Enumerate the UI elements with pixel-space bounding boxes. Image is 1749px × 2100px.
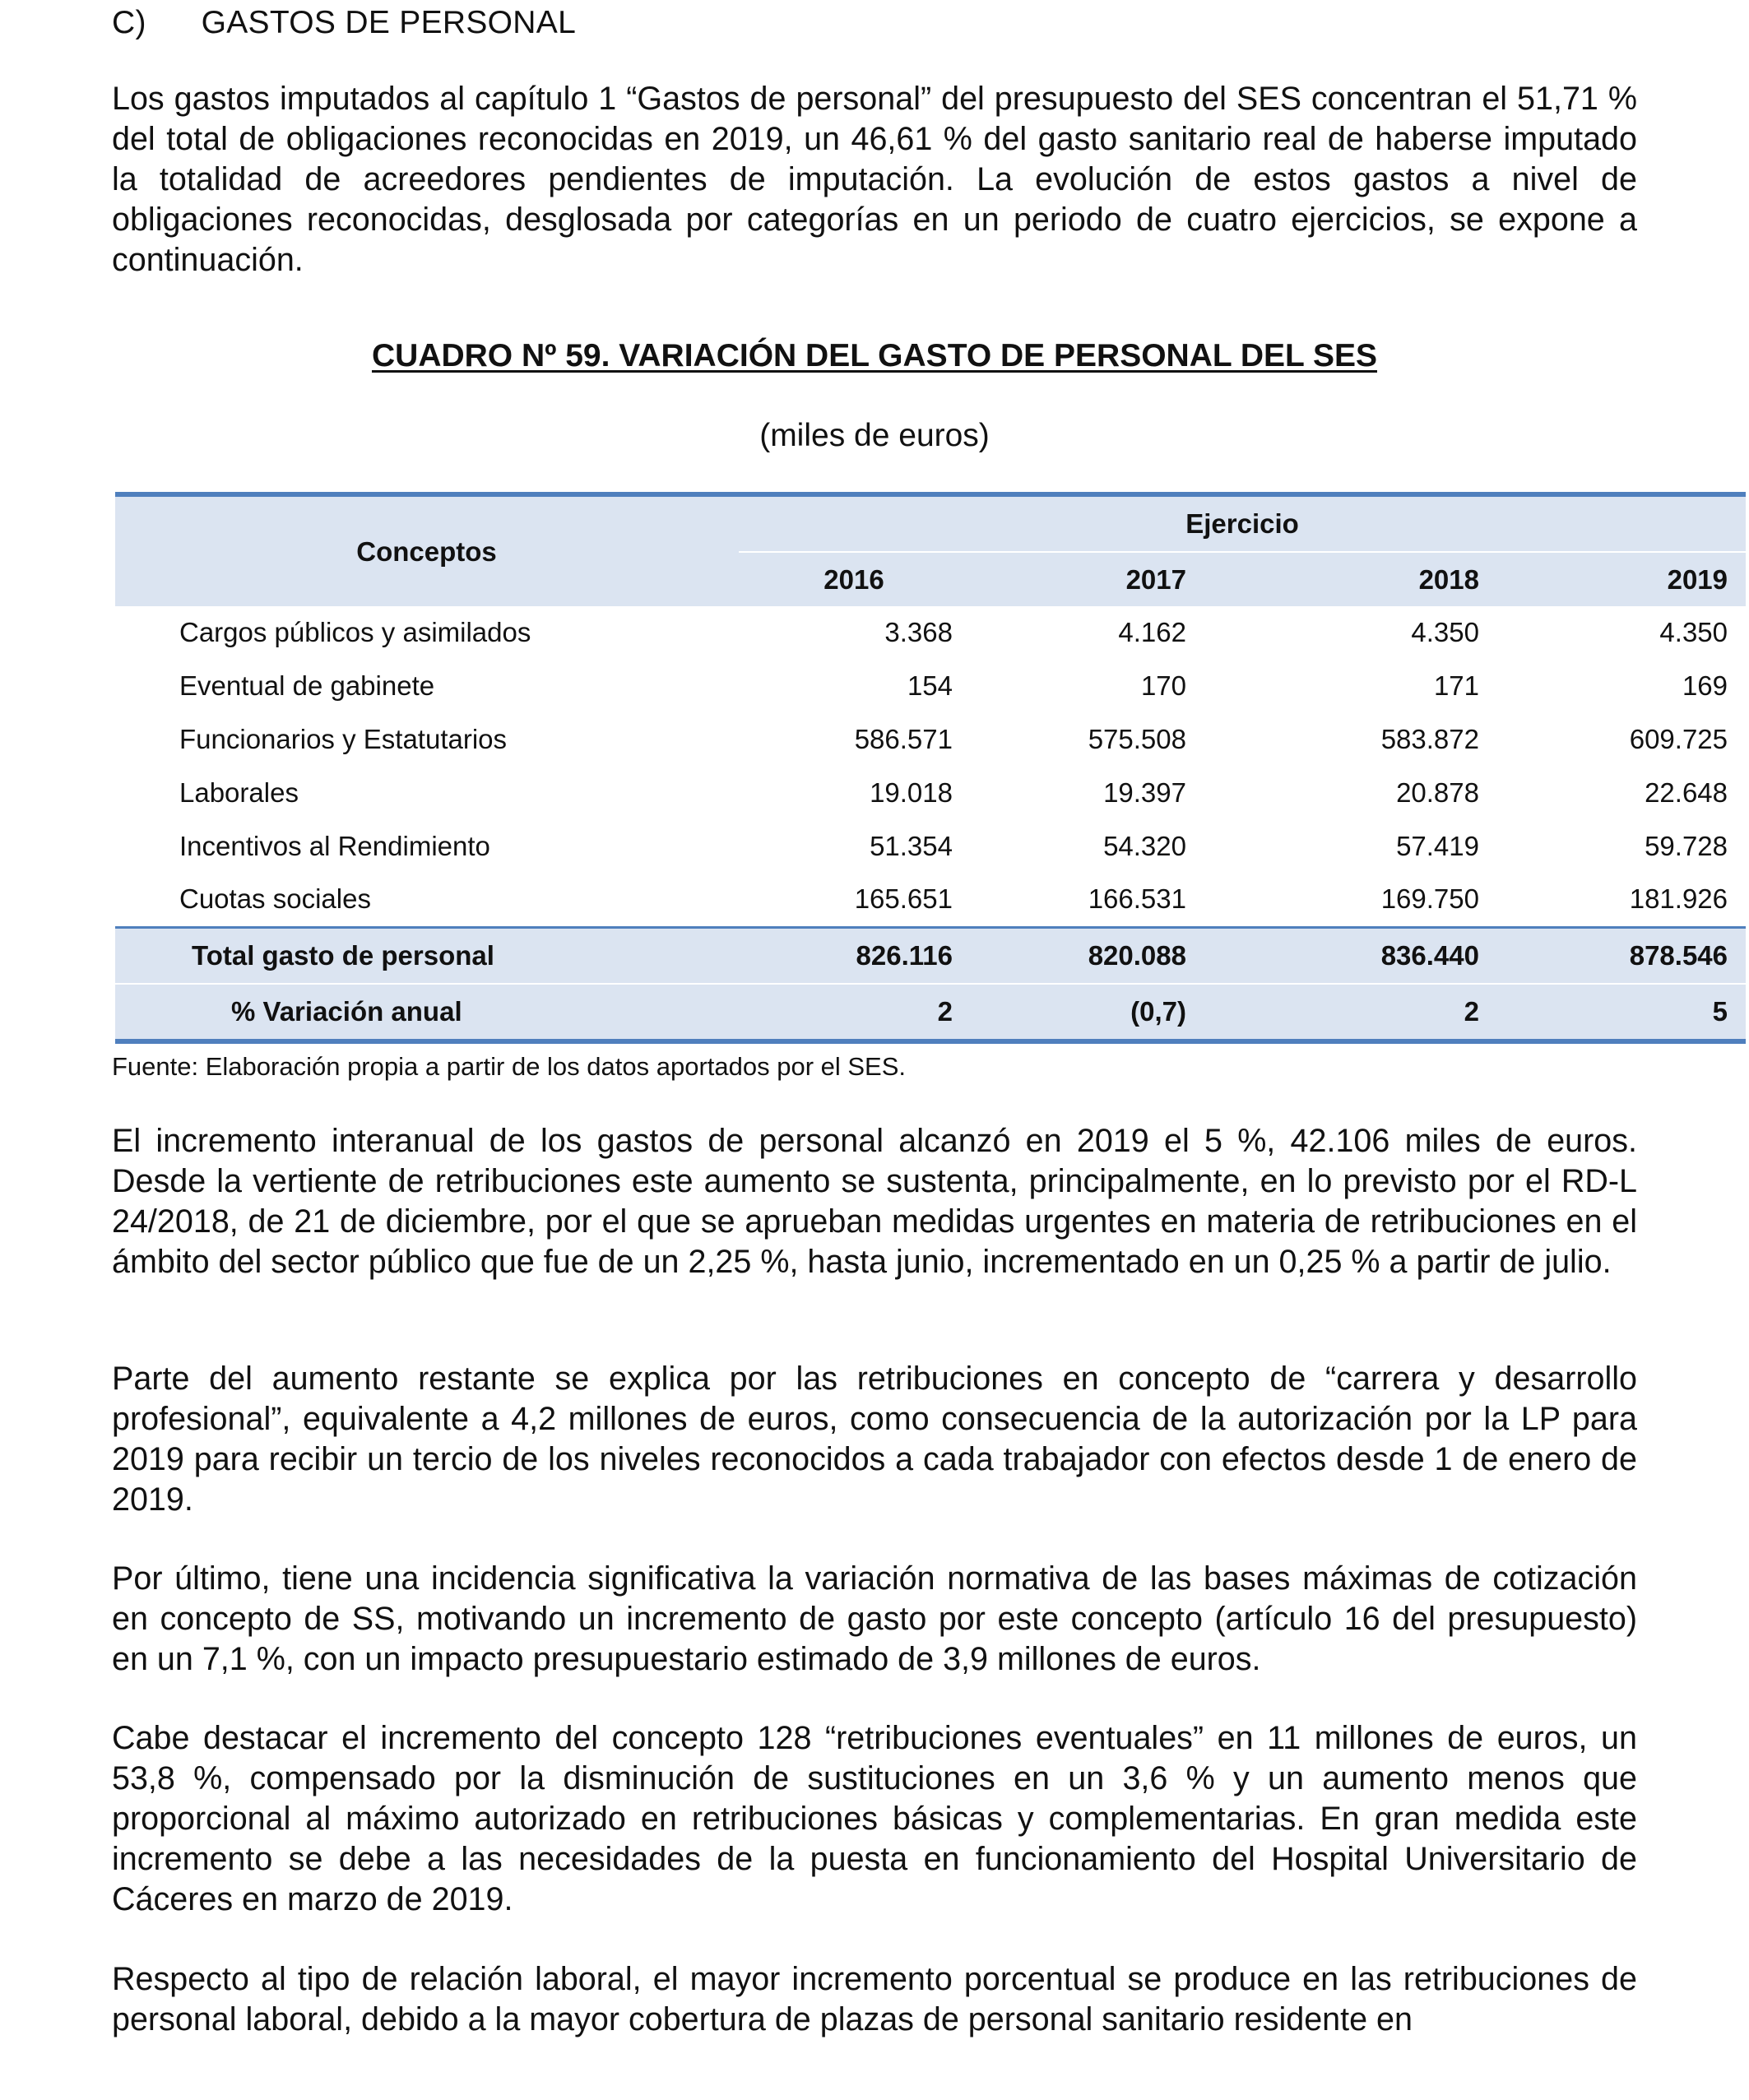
total-value: 836.440 (1204, 927, 1497, 984)
cell-value: 4.350 (1411, 617, 1479, 648)
cell-value: 22.648 (1645, 776, 1728, 808)
header-concepts: Conceptos (115, 494, 739, 606)
row-label: Eventual de gabinete (179, 670, 435, 702)
cell-value: 4.350 (1659, 617, 1728, 648)
header-ejercicio: Ejercicio (739, 494, 1746, 552)
variation-value: 2 (739, 984, 969, 1041)
body-paragraph: Cabe destacar el incremento del concepto 128 “retribuciones eventuales” en 11 millones de euros, un 53,8 %, compensado por la disminución de sustituciones en un 3,6 % y un aumento menos que proporcional al máximo autorizado en retribuciones básicas y complementarias. En gran medida este incremento se debe a las necesidades de la puesta en funcionamiento del Hospital Universitario de Cáceres en marzo de 2019. (112, 1720, 1637, 1917)
cell-value: 4.162 (1118, 617, 1186, 648)
cell-value: 171 (1433, 670, 1479, 702)
row-label: Laborales (179, 776, 299, 808)
total-label: Total gasto de personal (115, 927, 739, 984)
cell-value: 586.571 (854, 723, 953, 754)
cell-value: 54.320 (1103, 830, 1186, 861)
row-label: Funcionarios y Estatutarios (179, 723, 508, 754)
total-value: 878.546 (1497, 927, 1746, 984)
cell-value: 169.750 (1380, 883, 1479, 915)
cell-value: 19.397 (1103, 776, 1186, 808)
section-heading (112, 3, 576, 43)
table-row (115, 660, 1746, 713)
cell-value: 154 (907, 670, 953, 702)
row-label: Cuotas sociales (179, 883, 371, 915)
body-paragraph: El incremento interanual de los gastos de personal alcanzó en 2019 el 5 %, 42.106 miles de euros. Desde la vertiente de retribuciones este aumento se sustenta, principalmente, en lo previsto por el RD-L 24/2018, de 21 de diciembre, por el que se aprueban medidas urgentes en materia de retribuciones en el ámbito del sector público que fue de un 2,25 %, hasta junio, incrementado en un 0,25 % a partir de julio. (112, 1123, 1637, 1280)
cell-value: 20.878 (1396, 776, 1479, 808)
total-value: 820.088 (969, 927, 1204, 984)
table-row (115, 766, 1746, 819)
cell-value: 609.725 (1629, 723, 1728, 754)
total-row (115, 927, 1746, 984)
header-year: 2018 (1204, 552, 1497, 606)
row-label: Cargos públicos y asimilados (179, 617, 531, 648)
table-row (115, 606, 1746, 660)
section-title: GASTOS DE PERSONAL (201, 5, 577, 40)
table-row (115, 873, 1746, 927)
variation-row (115, 984, 1746, 1041)
cell-value: 19.018 (870, 776, 953, 808)
variation-value: 5 (1497, 984, 1746, 1041)
body-paragraph: Respecto al tipo de relación laboral, el mayor incremento porcentual se produce en las retribuciones de personal laboral, debido a la mayor cobertura de plazas de personal sanitario residente en (112, 1961, 1637, 2037)
row-label: Incentivos al Rendimiento (179, 830, 490, 861)
table-title (112, 336, 1637, 377)
cell-value: 169 (1682, 670, 1728, 702)
cell-value: 583.872 (1380, 723, 1479, 754)
cell-value: 181.926 (1629, 883, 1728, 915)
body-paragraph: Parte del aumento restante se explica por las retribuciones en concepto de “carrera y desarrollo profesional”, equivalente a 4,2 millones de euros, como consecuencia de la autorización por la LP para 2019 para recibir un tercio de los niveles reconocidos a cada trabajador con efectos desde 1 de enero de 2019. (112, 1361, 1637, 1518)
cell-value: 51.354 (870, 830, 953, 861)
intro-paragraph: Los gastos imputados al capítulo 1 “Gastos de personal” del presupuesto del SES concentran el 51,71 % del total de obligaciones reconocidas en 2019, un 46,61 % del gasto sanitario real de haberse imputado la totalidad de acreedores pendientes de imputación. La evolución de estos gastos a nivel de obligaciones reconocidas, desglosada por categorías en un periodo de cuatro ejercicios, se expone a continuación. (112, 81, 1637, 278)
section-letter: C) (112, 5, 146, 40)
cell-value: 165.651 (854, 883, 953, 915)
header-year: 2019 (1497, 552, 1746, 606)
cell-value: 3.368 (884, 617, 953, 648)
body-paragraph: Por último, tiene una incidencia significativa la variación normativa de las bases máximas de cotización en concepto de SS, motivando un incremento de gasto por este concepto (artículo 16 del presupuesto) en un 7,1 %, con un impacto presupuestario estimado de 3,9 millones de euros. (112, 1560, 1637, 1677)
variation-value: 2 (1204, 984, 1497, 1041)
cell-value: 575.508 (1088, 723, 1186, 754)
header-year: 2017 (969, 552, 1204, 606)
expense-table (115, 492, 1728, 1044)
cell-value: 57.419 (1396, 830, 1479, 861)
header-year: 2016 (739, 552, 969, 606)
cell-value: 59.728 (1645, 830, 1728, 861)
table-row (115, 819, 1746, 873)
variation-label: % Variación anual (115, 984, 739, 1041)
table-row (115, 713, 1746, 767)
table-title-text: CUADRO Nº 59. VARIACIÓN DEL GASTO DE PERSONAL DEL SES (371, 338, 1377, 373)
table-source-note: Fuente: Elaboración propia a partir de los datos aportados por el SES. (112, 1052, 907, 1081)
cell-value: 166.531 (1088, 883, 1186, 915)
table-unit: (miles de euros) (759, 418, 990, 453)
variation-value: (0,7) (969, 984, 1204, 1041)
total-value: 826.116 (739, 927, 969, 984)
cell-value: 170 (1140, 670, 1186, 702)
